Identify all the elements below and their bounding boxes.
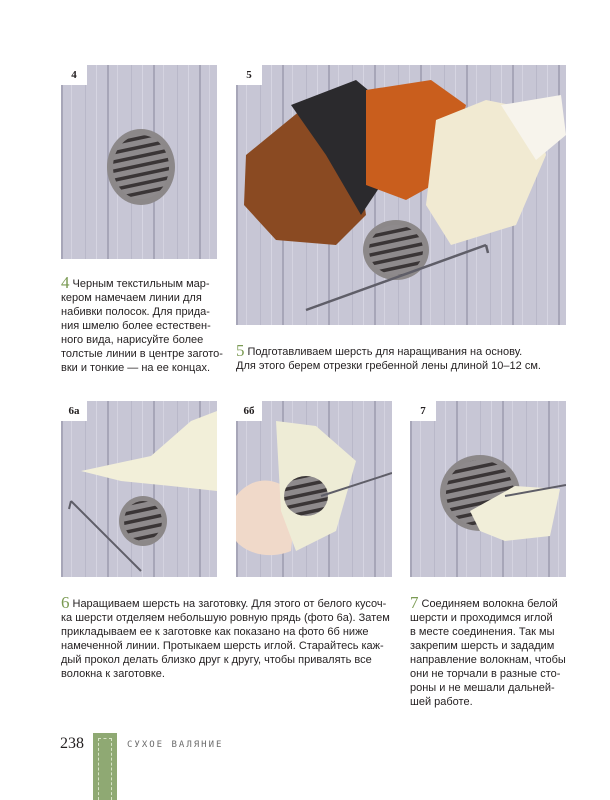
caption-line: 6 Наращиваем шерсть на заготовку. Для этого от белого кусоч- <box>61 593 387 612</box>
caption-line: прикладываем ее к заготовке как показано на фото 6б ниже <box>61 626 369 638</box>
caption-line: Для этого берем отрезки гребенной лены длиной 10–12 см. <box>236 360 541 372</box>
caption-line: вки и тонкие — на ее концах. <box>61 362 210 374</box>
caption-line: 4 Черным текстильным мар- <box>61 273 210 292</box>
step-number: 4 <box>61 273 70 292</box>
photo-6b <box>236 401 392 577</box>
caption-line: ного вида, нарисуйте более <box>61 334 204 346</box>
photo-label: 4 <box>61 65 87 85</box>
step-6-caption <box>61 593 390 681</box>
caption-line: шерсти и проходимся иглой <box>410 612 553 624</box>
caption-line: в месте соединения. Так мы <box>410 626 555 638</box>
photo-label: 6б <box>236 401 262 421</box>
caption-line: шей работе. <box>410 696 473 708</box>
photo-4 <box>61 65 217 259</box>
caption-line: направление волокнам, чтобы <box>410 654 566 666</box>
step-number: 5 <box>236 341 245 360</box>
caption-line: волокна к заготовке. <box>61 668 165 680</box>
photo-5 <box>236 65 566 325</box>
section-tab <box>93 733 117 800</box>
step-number: 7 <box>410 593 419 612</box>
step-5-caption <box>236 341 541 373</box>
caption-line: роны и не мешали дальней- <box>410 682 555 694</box>
photo-label: 6а <box>61 401 87 421</box>
caption-line: 5 Подготавливаем шерсть для наращивания на основу. <box>236 341 523 360</box>
caption-line: ния шмелю более естествен- <box>61 320 211 332</box>
caption-line: 7 Соединяем волокна белой <box>410 593 558 612</box>
caption-line: дый прокол делать близко друг к другу, чтобы привалять все <box>61 654 372 666</box>
caption-line: кером намечаем линии для <box>61 292 202 304</box>
caption-line: закрепим шерсть и зададим <box>410 640 555 652</box>
photo-label: 5 <box>236 65 262 85</box>
photo-7 <box>410 401 566 577</box>
photo-label: 7 <box>410 401 436 421</box>
caption-line: ка шерсти отделяем небольшую ровную прядь (фото 6а). Затем <box>61 612 390 624</box>
caption-line: они не торчали в разные сто- <box>410 668 561 680</box>
caption-line: толстые линии в центре загото- <box>61 348 223 360</box>
caption-line: намеченной линии. Протыкаем шерсть иглой. Старайтесь каж- <box>61 640 384 652</box>
caption-line: набивки полосок. Для прида- <box>61 306 210 318</box>
step-7-caption <box>410 593 566 709</box>
photo-6a <box>61 401 217 577</box>
section-title: СУХОЕ ВАЛЯНИЕ <box>127 740 224 750</box>
page-number: 238 <box>60 735 84 752</box>
step-number: 6 <box>61 593 70 612</box>
step-4-caption <box>61 273 223 375</box>
